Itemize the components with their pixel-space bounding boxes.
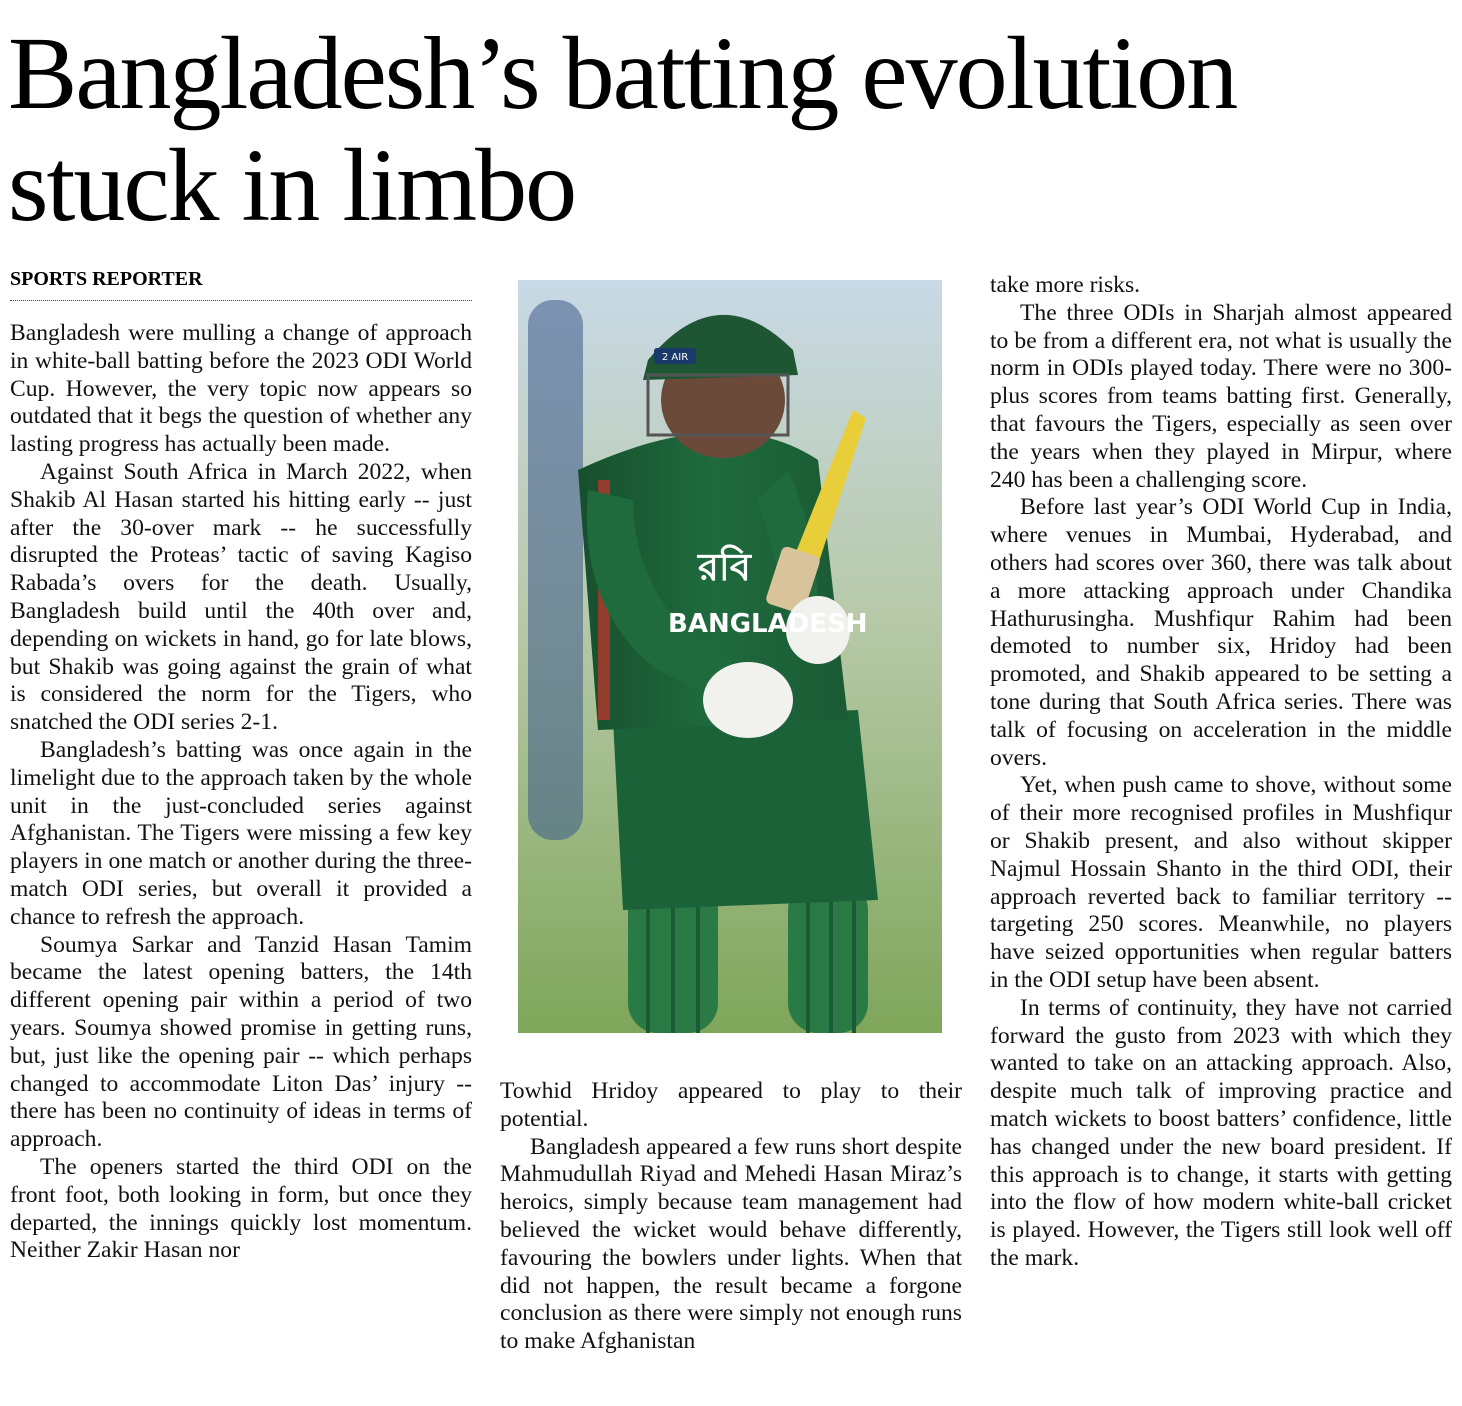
paragraph: take more risks. [990, 272, 1141, 298]
paragraph: In terms of continuity, they have not carried forward the gusto from 2023 with which they wanted to take on an attacking approach. Also, despite much talk of improving practice and match wickets to boost batters’ confidence, little has changed under the new board president. If this approach is to change, it starts with getting into the flow of how modern white-ball cricket is played. However, the Tigers still look well off the mark. [990, 994, 1452, 1271]
cricketer-photo [518, 280, 942, 1033]
article-photo [518, 280, 942, 1033]
paragraph: Soumya Sarkar and Tanzid Hasan Tamim became the latest opening batters, the 14th different opening pair within a period of two years. Soumya showed promise in getting runs, but, just like the opening pair -- which perhaps changed to accommodate Liton Das’ injury -- there has been no continuity of ideas in terms of approach. [10, 931, 472, 1153]
article-column-1 [10, 320, 472, 1265]
paragraph: Bangladesh were mulling a change of approach in white-ball batting before the 2023 ODI World Cup. However, the very topic now appears so outdated that it begs the question of whether any lasting progress has actually been made. [10, 320, 472, 458]
article-column-2 [500, 1078, 962, 1356]
paragraph: Bangladesh appeared a few runs short despite Mahmudullah Riyad and Mehedi Hasan Miraz’s heroics, simply because team management had believed the wicket would behave differently, favouring the bowlers under lights. When that did not happen, the result became a forgone conclusion as there were simply not enough runs to make Afghanistan [500, 1133, 962, 1355]
paragraph: Yet, when push came to shove, without some of their more recognised profiles in Mushfiqur or Shakib present, and also without skipper Najmul Hossain Shanto in the third ODI, their approach reverted back to familiar territory -- targeting 250 scores. Meanwhile, no players have seized opportunities when regular batters in the ODI setup have been absent. [990, 772, 1452, 993]
paragraph: Before last year’s ODI World Cup in India, where venues in Mumbai, Hyderabad, and others had scores over 360, there was talk about a more attacking approach under Chandika Hathurusingha. Mushfiqur Rahim had been demoted to number six, Hridoy had been promoted, and Shakib appeared to be setting a tone during that South Africa series. There was talk of focusing on acceleration in the middle overs. [990, 494, 1452, 771]
paragraph: The openers started the third ODI on the front foot, both looking in form, but once they departed, the innings quickly lost momentum. Neither Zakir Hasan nor [10, 1153, 472, 1264]
paragraph: Against South Africa in March 2022, when Shakib Al Hasan started his hitting early -- just after the 30-over mark -- he successfully disrupted the Proteas’ tactic of saving Kagiso Rabada’s overs for the death. Usually, Bangladesh build until the 40th over and, depending on wickets in hand, go for late blows, but Shakib was going against the grain of what is considered the norm for the Tigers, who snatched the ODI series 2-1. [10, 458, 472, 736]
paragraph: Towhid Hridoy appeared to play to their potential. [500, 1078, 962, 1132]
article-column-3 [990, 272, 1452, 1273]
byline: SPORTS REPORTER [10, 266, 472, 301]
paragraph: The three ODIs in Sharjah almost appeared to be from a different era, not what is usually the norm in ODIs played today. There were no 300-plus scores from teams batting first. Generally, that favours the Tigers, especially as seen over the years when they played in Mirpur, where 240 has been a challenging score. [990, 299, 1452, 493]
jersey-text: BANGLADESH [668, 609, 868, 639]
paragraph: Bangladesh’s batting was once again in the limelight due to the approach taken by the whole unit in the just-concluded series against Afghanistan. The Tigers were missing a few key players in one match or another during the three-match ODI series, but overall it provided a chance to refresh the approach. [10, 736, 472, 930]
headline: Bangladesh’s batting evolution stuck in limbo [8, 16, 1237, 243]
helmet-text: 2 AIR [661, 352, 689, 363]
jersey-sponsor: রবি [698, 545, 751, 589]
